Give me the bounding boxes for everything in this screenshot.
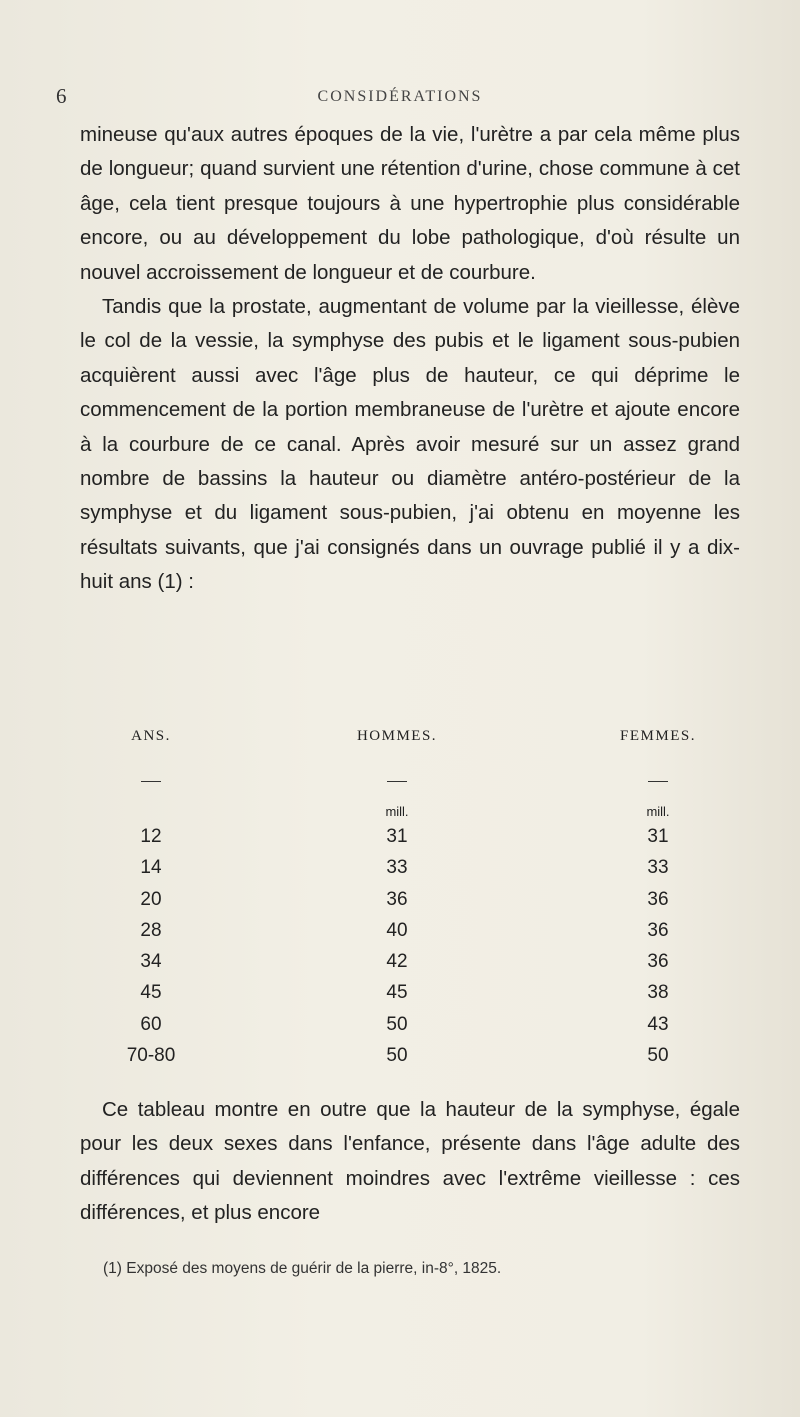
cell-hommes: 31 [386,826,408,847]
cell-hommes: 42 [386,951,408,973]
cell-hommes: 50 [386,1045,408,1067]
header-femmes: FEMMES. [620,728,696,744]
cell-femmes: 38 [647,982,669,1004]
table-row [80,826,740,857]
dash-ans [91,766,211,788]
cell-hommes: 50 [386,1013,408,1035]
cell-ans: 45 [140,982,162,1004]
footnote: (1) Exposé des moyens de guérir de la pierre, in-8°, 1825. [103,1260,502,1277]
table-dash-row [80,766,740,800]
header-hommes: HOMMES. [356,728,438,744]
measurement-table [80,728,740,1076]
page-number: 6 [56,84,67,108]
body-text-lower [80,1093,740,1231]
cell-ans: 70-80 [126,1045,176,1067]
running-head: CONSIDÉRATIONS [317,88,483,105]
cell-femmes: 50 [647,1045,669,1067]
table-row [80,982,740,1013]
dash-hommes [337,766,457,788]
table-header-row [80,728,740,766]
table-row [80,1045,740,1076]
paragraph-tableau: Ce tableau montre en outre que la hauteur de la symphyse, égale pour les deux sexes dans l'enfance, présente dans l'âge adulte des différences qui deviennent moindres avec l'extrême vieillesse : ces différences, et plus encore [80,1098,740,1225]
table-row [80,857,740,888]
cell-femmes: 36 [647,919,669,941]
dash-femmes [598,766,718,788]
header-ans: ANS. [131,728,171,744]
cell-hommes: 33 [386,857,408,879]
cell-ans: 12 [140,826,162,847]
unit-femmes: mill. [646,804,670,819]
table-row [80,1014,740,1045]
cell-femmes: 36 [647,951,669,973]
cell-hommes: 40 [386,919,408,941]
cell-femmes: 36 [647,888,669,910]
cell-ans: 60 [140,1013,162,1035]
cell-femmes: 43 [647,1013,669,1035]
cell-femmes: 33 [647,857,669,879]
table-row [80,920,740,951]
body-text-upper [80,118,740,600]
unit-hommes: mill. [385,804,409,819]
cell-ans: 20 [140,888,162,910]
paragraph-prostate: Tandis que la prostate, augmentant de volume par la vieillesse, élève le col de la vessie, la symphyse des pubis et le ligament sous-pubien acquièrent aussi avec l'âge plus de hauteur, ce qui déprime le commencement de la portion membraneuse de l'urètre et ajoute encore à la courbure de ce canal. Après avoir mesuré sur un assez grand nombre de bassins la hauteur ou diamètre antéro-postérieur de la symphyse et du ligament sous-pubien, j'ai obtenu en moyenne les résultats suivants, que j'ai consignés dans un ouvrage publié il y a dix-huit ans (1) : [80,295,740,594]
table-row [80,951,740,982]
paragraph-continued: mineuse qu'aux autres époques de la vie, l'urètre a par cela même plus de longueur; quand survient une rétention d'urine, chose commune à cet âge, cela tient presque toujours à une hypertrophie plus considérable encore, ou au développement du lobe pathologique, d'où résulte un nouvel accroissement de longueur et de courbure. [80,123,740,284]
cell-hommes: 45 [386,982,408,1004]
cell-femmes: 31 [647,826,669,847]
table-unit-row [80,800,740,826]
cell-ans: 34 [140,951,162,973]
cell-ans: 14 [140,857,162,879]
table-row [80,889,740,920]
cell-ans: 28 [140,919,162,941]
cell-hommes: 36 [386,888,408,910]
